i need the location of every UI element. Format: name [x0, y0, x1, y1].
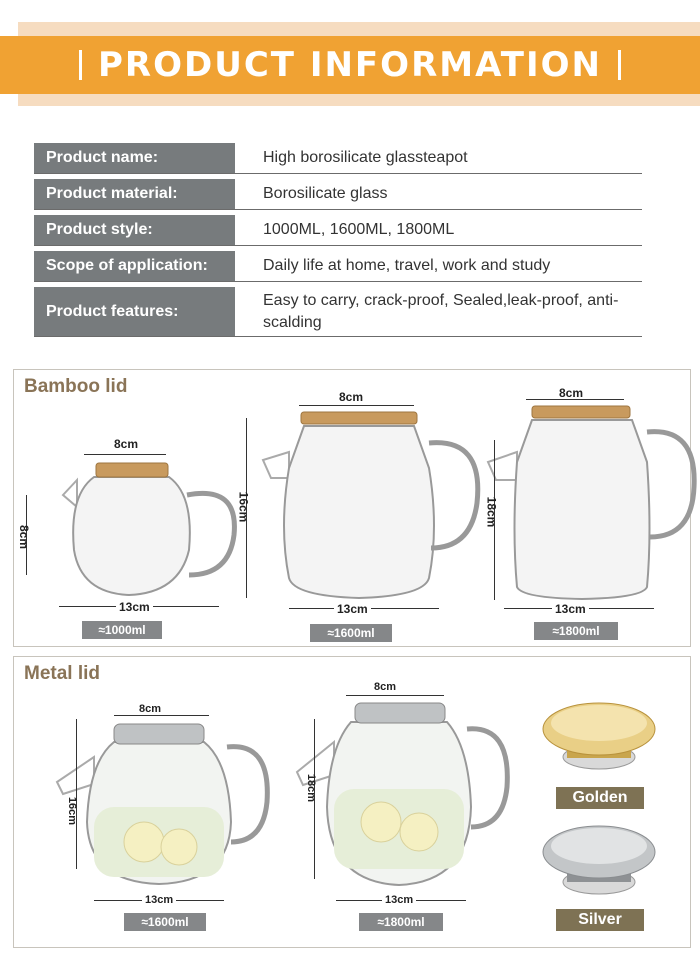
product-info-table [34, 143, 642, 342]
info-value: Borosilicate glass [263, 185, 388, 202]
pot-width: 13cm [334, 602, 371, 616]
pot-width: 13cm [552, 602, 589, 616]
metal-teapot-1800-image [289, 697, 504, 892]
bamboo-lid-section [13, 369, 691, 647]
lid-diameter: 8cm [139, 703, 162, 715]
info-row-material [34, 179, 642, 210]
pot-height: 18cm [484, 496, 499, 528]
pot-width: 13cm [382, 894, 416, 906]
golden-lid-label: Golden [556, 787, 644, 809]
banner-divider-right [618, 50, 621, 80]
capacity-badge: ≈1600ml [124, 913, 206, 931]
dim-line [346, 695, 444, 696]
dim-line [84, 454, 166, 455]
metal-lid-section [13, 656, 691, 948]
pot-width: 13cm [142, 894, 176, 906]
dim-line [76, 719, 77, 869]
info-row-style [34, 215, 642, 246]
lid-diameter: 8cm [559, 386, 584, 400]
silver-lid-image [542, 822, 657, 902]
info-value: 1000ML, 1600ML, 1800ML [263, 221, 455, 238]
golden-lid-image [542, 699, 657, 779]
info-key: Product name: [34, 143, 235, 173]
pot-height: 16cm [66, 796, 79, 826]
pot-height: 18cm [305, 773, 318, 803]
capacity-badge: ≈1800ml [359, 913, 443, 931]
teapot-1600-image [249, 408, 479, 603]
info-key: Product style: [34, 215, 235, 245]
pot-height: 8cm [17, 524, 32, 550]
dim-line [299, 405, 414, 406]
pot-height: 16cm [236, 491, 251, 523]
teapot-1000-image [29, 455, 239, 605]
info-row-features [34, 287, 642, 337]
info-value: Easy to carry, crack-proof, Sealed,leak-proof, anti-scalding [263, 291, 619, 331]
teapot-1800-image [472, 402, 697, 602]
banner [0, 36, 700, 94]
dim-line [114, 715, 209, 716]
info-row-name [34, 143, 642, 174]
info-row-scope [34, 251, 642, 282]
section-title: Metal lid [24, 663, 101, 684]
lid-diameter: 8cm [374, 681, 397, 693]
info-value: High borosilicate glassteapot [263, 149, 468, 166]
metal-teapot-1600-image [49, 712, 264, 892]
page-title: PRODUCT INFORMATION [98, 45, 602, 85]
info-key: Product features: [34, 287, 235, 336]
pot-width: 13cm [116, 600, 153, 614]
info-value: Daily life at home, travel, work and study [263, 257, 551, 274]
lid-diameter: 8cm [114, 437, 139, 451]
banner-divider-left [79, 50, 82, 80]
section-title: Bamboo lid [24, 376, 128, 397]
capacity-badge: ≈1800ml [534, 622, 618, 640]
silver-lid-label: Silver [556, 909, 644, 931]
capacity-badge: ≈1000ml [82, 621, 162, 639]
info-key: Scope of application: [34, 251, 235, 281]
capacity-badge: ≈1600ml [310, 624, 392, 642]
info-key: Product material: [34, 179, 235, 209]
lid-diameter: 8cm [339, 390, 364, 404]
